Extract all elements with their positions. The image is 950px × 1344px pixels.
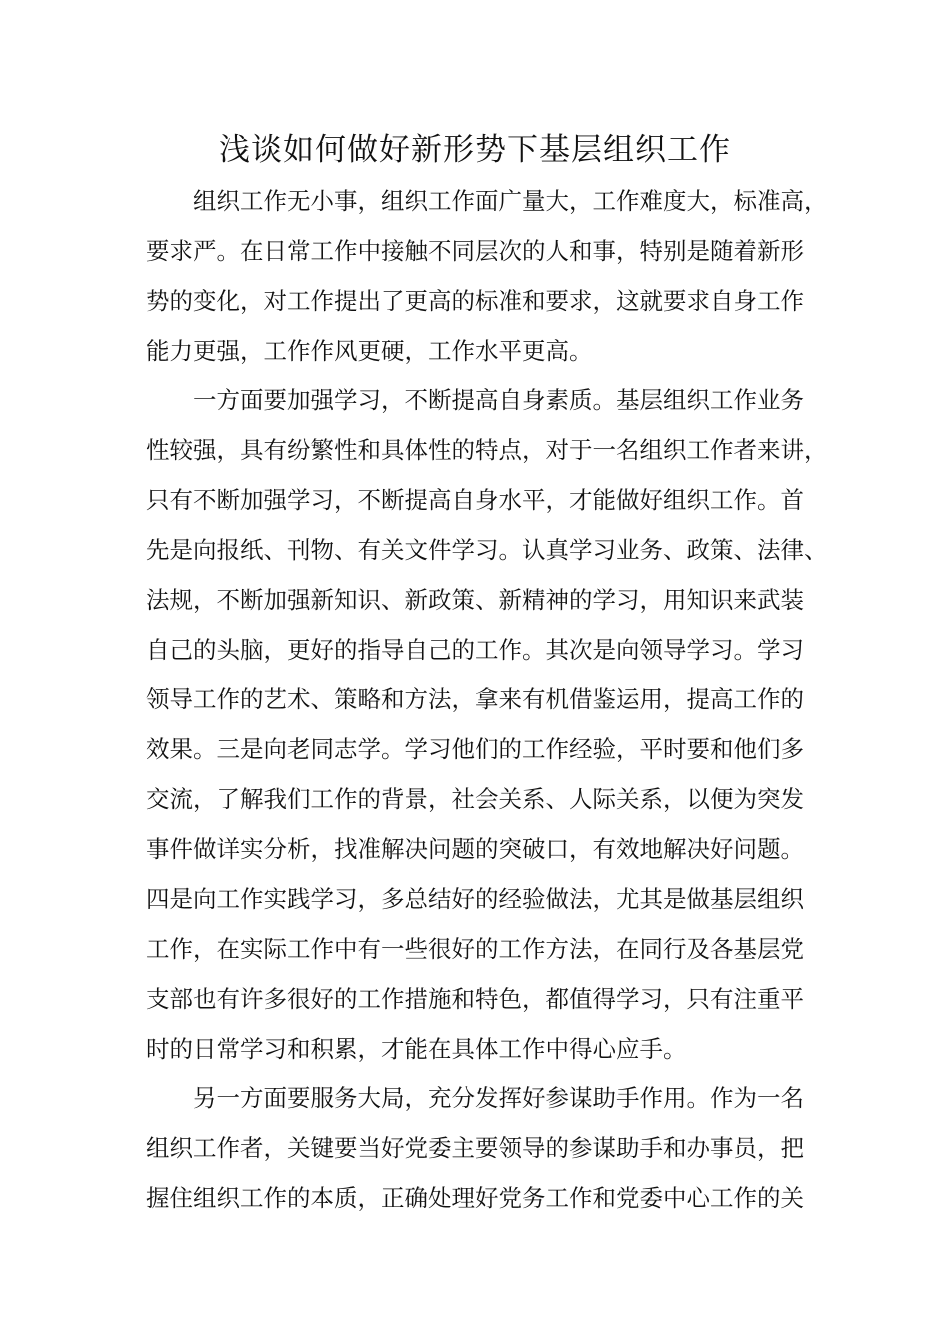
paragraph-1-line-4: 能力更强，工作作风更硬，工作水平更高。 — [146, 337, 593, 365]
paragraph-3-line-1: 另一方面要服务大局，充分发挥好参谋助手作用。作为一名 — [193, 1084, 804, 1112]
paragraph-2-line-10: 事件做详实分析，找准解决问题的突破口，有效地解决好问题。 — [146, 835, 804, 863]
paragraph-2-line-12: 工作，在实际工作中有一些很好的工作方法，在同行及各基层党 — [146, 935, 804, 963]
document-title: 浅谈如何做好新形势下基层组织工作 — [219, 132, 731, 168]
paragraph-2-line-13: 支部也有许多很好的工作措施和特色，都值得学习，只有注重平 — [146, 985, 804, 1013]
paragraph-2-line-9: 交流，了解我们工作的背景，社会关系、人际关系，以便为突发 — [146, 785, 804, 813]
paragraph-2-line-6: 自己的头脑，更好的指导自己的工作。其次是向领导学习。学习 — [146, 636, 804, 664]
paragraph-2-line-3: 只有不断加强学习，不断提高自身水平，才能做好组织工作。首 — [146, 486, 804, 514]
paragraph-3-line-2: 组织工作者，关键要当好党委主要领导的参谋助手和办事员，把 — [146, 1134, 804, 1162]
paragraph-2-line-11: 四是向工作实践学习，多总结好的经验做法，尤其是做基层组织 — [146, 885, 804, 913]
paragraph-1-line-3: 势的变化，对工作提出了更高的标准和要求，这就要求自身工作 — [146, 287, 804, 315]
paragraph-2-line-7: 领导工作的艺术、策略和方法，拿来有机借鉴运用，提高工作的 — [146, 685, 804, 713]
paragraph-2-line-8: 效果。三是向老同志学。学习他们的工作经验，平时要和他们多 — [146, 735, 804, 763]
paragraph-3-line-3: 握住组织工作的本质，正确处理好党务工作和党委中心工作的关 — [146, 1184, 804, 1212]
paragraph-2-line-2: 性较强，具有纷繁性和具体性的特点，对于一名组织工作者来讲， — [146, 436, 828, 464]
paragraph-2-line-4: 先是向报纸、刊物、有关文件学习。认真学习业务、政策、法律、 — [146, 536, 828, 564]
paragraph-1-line-2: 要求严。在日常工作中接触不同层次的人和事，特别是随着新形 — [146, 237, 804, 265]
paragraph-2-line-5: 法规，不断加强新知识、新政策、新精神的学习，用知识来武装 — [146, 586, 804, 614]
paragraph-2-line-14: 时的日常学习和积累，才能在具体工作中得心应手。 — [146, 1035, 687, 1063]
paragraph-2-line-1: 一方面要加强学习，不断提高自身素质。基层组织工作业务 — [193, 386, 804, 414]
paragraph-1-line-1: 组织工作无小事，组织工作面广量大，工作难度大，标准高， — [193, 187, 828, 215]
